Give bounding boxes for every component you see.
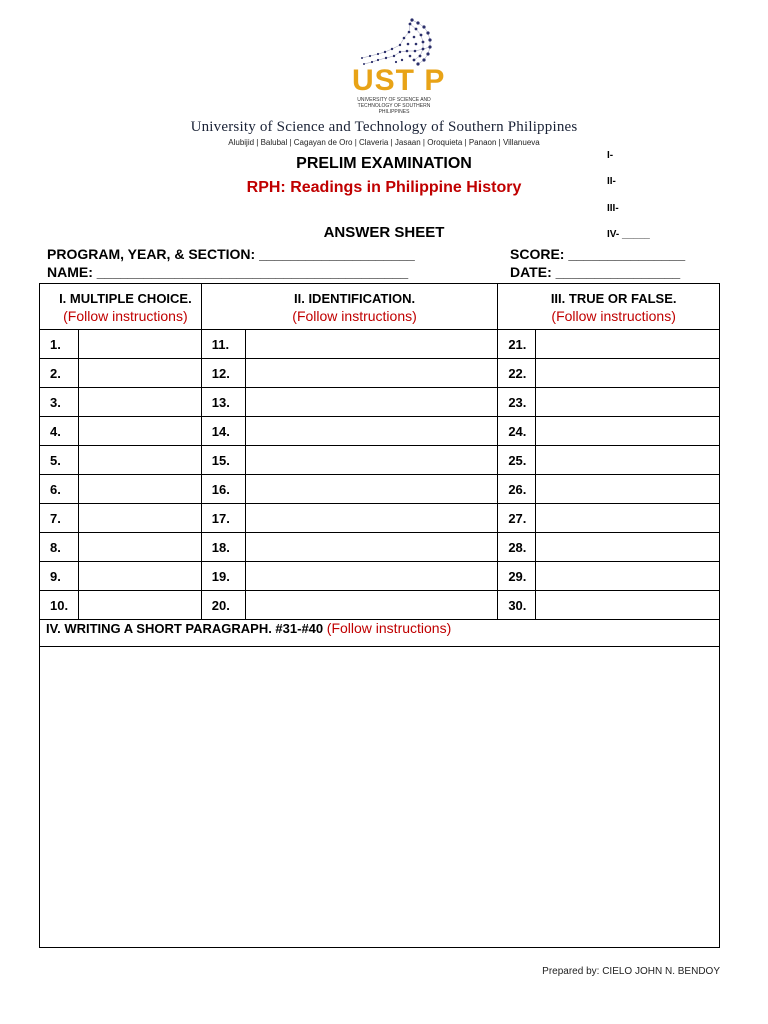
item-number: 25. bbox=[498, 446, 536, 475]
item-number: 2. bbox=[40, 359, 79, 388]
table-row bbox=[40, 533, 720, 562]
answer-cell[interactable] bbox=[536, 475, 720, 504]
item-number: 13. bbox=[201, 388, 245, 417]
university-name: University of Science and Technology of Southern Philippines bbox=[190, 119, 578, 135]
item-number: 6. bbox=[40, 475, 79, 504]
table-row bbox=[40, 591, 720, 620]
item-number: 17. bbox=[201, 504, 245, 533]
item-number: 4. bbox=[40, 417, 79, 446]
item-number: 16. bbox=[201, 475, 245, 504]
table-row bbox=[40, 504, 720, 533]
date-field[interactable]: DATE: ________________ bbox=[510, 264, 681, 280]
item-number: 12. bbox=[201, 359, 245, 388]
section-header-row bbox=[40, 284, 720, 330]
section-title: II. IDENTIFICATION. bbox=[294, 291, 416, 306]
item-number: 19. bbox=[201, 562, 245, 591]
answer-sheet-title: ANSWER SHEET bbox=[323, 224, 445, 241]
answer-cell[interactable] bbox=[536, 330, 720, 359]
answer-cell[interactable] bbox=[245, 504, 498, 533]
item-number: 23. bbox=[498, 388, 536, 417]
table-row bbox=[40, 475, 720, 504]
answer-cell[interactable] bbox=[78, 446, 201, 475]
item-number: 11. bbox=[201, 330, 245, 359]
item-number: 5. bbox=[40, 446, 79, 475]
item-number: 20. bbox=[201, 591, 245, 620]
item-number: 26. bbox=[498, 475, 536, 504]
table-row bbox=[40, 359, 720, 388]
answer-table bbox=[39, 283, 720, 620]
answer-cell[interactable] bbox=[245, 475, 498, 504]
item-number: 27. bbox=[498, 504, 536, 533]
item-number: 18. bbox=[201, 533, 245, 562]
item-number: 8. bbox=[40, 533, 79, 562]
item-number: 22. bbox=[498, 359, 536, 388]
answer-cell[interactable] bbox=[245, 359, 498, 388]
table-row bbox=[40, 417, 720, 446]
section-title: I. MULTIPLE CHOICE. bbox=[59, 291, 192, 306]
score-field[interactable]: SCORE: _______________ bbox=[510, 246, 686, 262]
part4-title: IV. WRITING A SHORT PARAGRAPH. #31-#40 bbox=[46, 621, 324, 636]
exam-title: PRELIM EXAMINATION bbox=[296, 155, 472, 172]
answer-cell[interactable] bbox=[245, 562, 498, 591]
answer-cell[interactable] bbox=[78, 504, 201, 533]
answer-cell[interactable] bbox=[536, 359, 720, 388]
part4-instruction: (Follow instructions) bbox=[326, 620, 452, 636]
section-header-tf bbox=[498, 284, 720, 330]
course-title: RPH: Readings in Philippine History bbox=[246, 179, 522, 196]
answer-cell[interactable] bbox=[245, 330, 498, 359]
section-title: III. TRUE OR FALSE. bbox=[550, 291, 677, 306]
answer-cell[interactable] bbox=[245, 533, 498, 562]
answer-cell[interactable] bbox=[78, 533, 201, 562]
campus-list: Alubijid | Balubal | Cagayan de Oro | Claveria | Jasaan | Oroquieta | Panaon | Villanueva bbox=[228, 138, 540, 147]
item-number: 30. bbox=[498, 591, 536, 620]
score-part-4: IV- _____ bbox=[607, 229, 650, 240]
item-number: 3. bbox=[40, 388, 79, 417]
answer-cell[interactable] bbox=[78, 562, 201, 591]
answer-cell[interactable] bbox=[78, 475, 201, 504]
answer-cell[interactable] bbox=[245, 591, 498, 620]
answer-cell[interactable] bbox=[78, 591, 201, 620]
answer-cell[interactable] bbox=[536, 446, 720, 475]
answer-cell[interactable] bbox=[536, 533, 720, 562]
item-number: 21. bbox=[498, 330, 536, 359]
part4-header bbox=[39, 618, 720, 647]
score-part-2: II- bbox=[607, 176, 616, 187]
item-number: 29. bbox=[498, 562, 536, 591]
score-part-3: III- bbox=[607, 203, 619, 214]
answer-cell[interactable] bbox=[536, 388, 720, 417]
answer-cell[interactable] bbox=[536, 591, 720, 620]
table-row bbox=[40, 446, 720, 475]
table-row bbox=[40, 562, 720, 591]
item-number: 1. bbox=[40, 330, 79, 359]
section-instruction: (Follow instructions) bbox=[63, 308, 188, 324]
logo-subtext: UNIVERSITY OF SCIENCE AND TECHNOLOGY OF SOUTHERN PHILIPPINES bbox=[357, 97, 431, 115]
item-number: 14. bbox=[201, 417, 245, 446]
answer-cell[interactable] bbox=[78, 359, 201, 388]
answer-cell[interactable] bbox=[536, 504, 720, 533]
answer-cell[interactable] bbox=[245, 388, 498, 417]
answer-cell[interactable] bbox=[245, 446, 498, 475]
score-part-1: I- bbox=[607, 150, 614, 161]
table-row bbox=[40, 330, 720, 359]
item-number: 9. bbox=[40, 562, 79, 591]
answer-cell[interactable] bbox=[78, 330, 201, 359]
section-header-id bbox=[201, 284, 498, 330]
section-header-mc bbox=[40, 284, 202, 330]
item-number: 15. bbox=[201, 446, 245, 475]
item-number: 10. bbox=[40, 591, 79, 620]
answer-cell[interactable] bbox=[78, 417, 201, 446]
answer-cell[interactable] bbox=[536, 417, 720, 446]
answer-cell[interactable] bbox=[78, 388, 201, 417]
item-number: 7. bbox=[40, 504, 79, 533]
program-field[interactable]: PROGRAM, YEAR, & SECTION: ____________________ bbox=[47, 246, 415, 262]
answer-cell[interactable] bbox=[536, 562, 720, 591]
item-number: 24. bbox=[498, 417, 536, 446]
prepared-by: Prepared by: CIELO JOHN N. BENDOY bbox=[542, 966, 720, 977]
name-field[interactable]: NAME: ________________________________________ bbox=[47, 264, 409, 280]
answer-rows bbox=[40, 330, 720, 620]
table-row bbox=[40, 388, 720, 417]
section-instruction: (Follow instructions) bbox=[292, 308, 417, 324]
section-instruction: (Follow instructions) bbox=[551, 308, 676, 324]
item-number: 28. bbox=[498, 533, 536, 562]
logo-wordmark: UST P bbox=[352, 64, 446, 97]
answer-cell[interactable] bbox=[245, 417, 498, 446]
